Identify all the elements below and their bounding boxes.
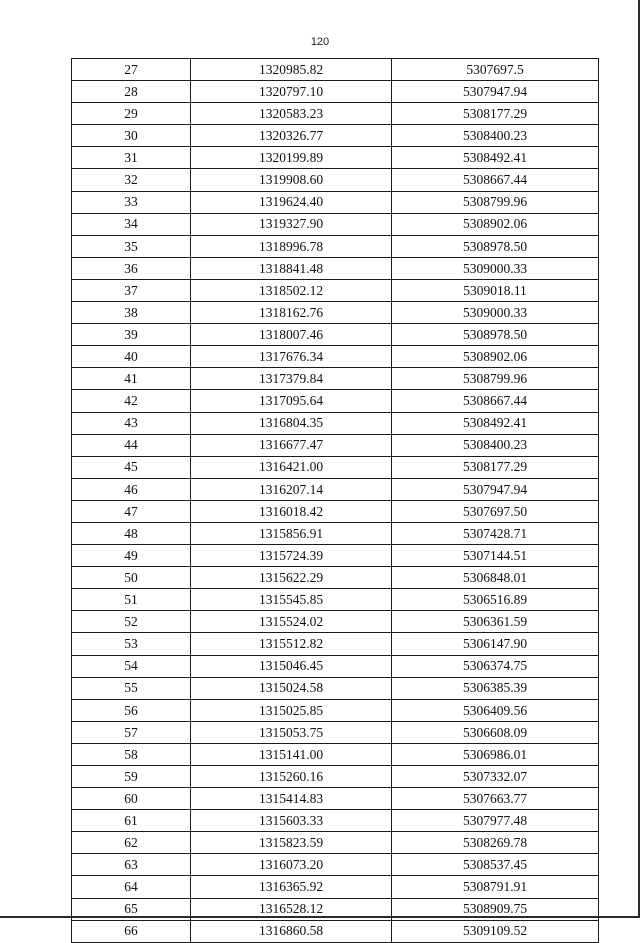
table-row [72, 611, 599, 633]
y-coordinate-cell: 5307428.71 [392, 522, 599, 544]
x-coordinate-cell: 1320326.77 [191, 125, 392, 147]
y-coordinate-cell: 5307977.48 [392, 810, 599, 832]
x-coordinate-cell: 1319327.90 [191, 213, 392, 235]
point-number-cell: 56 [72, 699, 191, 721]
table-row [72, 456, 599, 478]
table-row [72, 257, 599, 279]
table-row [72, 699, 599, 721]
y-coordinate-cell: 5306409.56 [392, 699, 599, 721]
y-coordinate-cell: 5308799.96 [392, 191, 599, 213]
y-coordinate-cell: 5307947.94 [392, 81, 599, 103]
table-row [72, 766, 599, 788]
table-row [72, 920, 599, 942]
point-number-cell: 54 [72, 655, 191, 677]
table-row [72, 125, 599, 147]
point-number-cell: 37 [72, 279, 191, 301]
y-coordinate-cell: 5308400.23 [392, 434, 599, 456]
table-row [72, 633, 599, 655]
point-number-cell: 28 [72, 81, 191, 103]
point-number-cell: 33 [72, 191, 191, 213]
x-coordinate-cell: 1318502.12 [191, 279, 392, 301]
y-coordinate-cell: 5308269.78 [392, 832, 599, 854]
x-coordinate-cell: 1320797.10 [191, 81, 392, 103]
x-coordinate-cell: 1315524.02 [191, 611, 392, 633]
point-number-cell: 32 [72, 169, 191, 191]
y-coordinate-cell: 5308799.96 [392, 368, 599, 390]
x-coordinate-cell: 1318007.46 [191, 324, 392, 346]
x-coordinate-cell: 1315053.75 [191, 721, 392, 743]
x-coordinate-cell: 1315024.58 [191, 677, 392, 699]
x-coordinate-cell: 1320199.89 [191, 147, 392, 169]
table-row [72, 655, 599, 677]
y-coordinate-cell: 5306147.90 [392, 633, 599, 655]
table-row [72, 788, 599, 810]
y-coordinate-cell: 5307697.5 [392, 59, 599, 81]
point-number-cell: 65 [72, 898, 191, 920]
point-number-cell: 44 [72, 434, 191, 456]
point-number-cell: 63 [72, 854, 191, 876]
point-number-cell: 55 [72, 677, 191, 699]
point-number-cell: 43 [72, 412, 191, 434]
x-coordinate-cell: 1315025.85 [191, 699, 392, 721]
y-coordinate-cell: 5308177.29 [392, 103, 599, 125]
table-row [72, 302, 599, 324]
x-coordinate-cell: 1317095.64 [191, 390, 392, 412]
point-number-cell: 45 [72, 456, 191, 478]
x-coordinate-cell: 1315856.91 [191, 522, 392, 544]
point-number-cell: 53 [72, 633, 191, 655]
x-coordinate-cell: 1315622.29 [191, 567, 392, 589]
y-coordinate-cell: 5307144.51 [392, 545, 599, 567]
y-coordinate-cell: 5306516.89 [392, 589, 599, 611]
y-coordinate-cell: 5308492.41 [392, 147, 599, 169]
x-coordinate-cell: 1316207.14 [191, 478, 392, 500]
table-row [72, 412, 599, 434]
point-number-cell: 47 [72, 500, 191, 522]
point-number-cell: 42 [72, 390, 191, 412]
point-number-cell: 41 [72, 368, 191, 390]
point-number-cell: 38 [72, 302, 191, 324]
y-coordinate-cell: 5308667.44 [392, 390, 599, 412]
y-coordinate-cell: 5308902.06 [392, 213, 599, 235]
table-row [72, 103, 599, 125]
coordinates-table-body [72, 59, 599, 943]
y-coordinate-cell: 5307697.50 [392, 500, 599, 522]
point-number-cell: 52 [72, 611, 191, 633]
x-coordinate-cell: 1320583.23 [191, 103, 392, 125]
x-coordinate-cell: 1315414.83 [191, 788, 392, 810]
y-coordinate-cell: 5308537.45 [392, 854, 599, 876]
x-coordinate-cell: 1316677.47 [191, 434, 392, 456]
table-row [72, 567, 599, 589]
table-row [72, 59, 599, 81]
table-row [72, 500, 599, 522]
x-coordinate-cell: 1316365.92 [191, 876, 392, 898]
point-number-cell: 59 [72, 766, 191, 788]
table-row [72, 721, 599, 743]
point-number-cell: 48 [72, 522, 191, 544]
y-coordinate-cell: 5308978.50 [392, 235, 599, 257]
point-number-cell: 62 [72, 832, 191, 854]
point-number-cell: 36 [72, 257, 191, 279]
table-row [72, 390, 599, 412]
coordinates-table [71, 58, 599, 943]
table-row [72, 876, 599, 898]
point-number-cell: 66 [72, 920, 191, 942]
y-coordinate-cell: 5308902.06 [392, 346, 599, 368]
point-number-cell: 50 [72, 567, 191, 589]
x-coordinate-cell: 1317676.34 [191, 346, 392, 368]
x-coordinate-cell: 1315512.82 [191, 633, 392, 655]
y-coordinate-cell: 5308791.91 [392, 876, 599, 898]
x-coordinate-cell: 1319624.40 [191, 191, 392, 213]
y-coordinate-cell: 5309000.33 [392, 302, 599, 324]
table-row [72, 81, 599, 103]
point-number-cell: 27 [72, 59, 191, 81]
y-coordinate-cell: 5306385.39 [392, 677, 599, 699]
y-coordinate-cell: 5309018.11 [392, 279, 599, 301]
table-row [72, 279, 599, 301]
y-coordinate-cell: 5308909.75 [392, 898, 599, 920]
point-number-cell: 61 [72, 810, 191, 832]
x-coordinate-cell: 1317379.84 [191, 368, 392, 390]
point-number-cell: 60 [72, 788, 191, 810]
x-coordinate-cell: 1318841.48 [191, 257, 392, 279]
table-row [72, 478, 599, 500]
table-row [72, 191, 599, 213]
table-row [72, 810, 599, 832]
x-coordinate-cell: 1318162.76 [191, 302, 392, 324]
point-number-cell: 29 [72, 103, 191, 125]
table-row [72, 589, 599, 611]
x-coordinate-cell: 1315603.33 [191, 810, 392, 832]
y-coordinate-cell: 5309000.33 [392, 257, 599, 279]
x-coordinate-cell: 1316860.58 [191, 920, 392, 942]
point-number-cell: 35 [72, 235, 191, 257]
y-coordinate-cell: 5306608.09 [392, 721, 599, 743]
table-row [72, 522, 599, 544]
x-coordinate-cell: 1316421.00 [191, 456, 392, 478]
y-coordinate-cell: 5307947.94 [392, 478, 599, 500]
table-row [72, 235, 599, 257]
table-row [72, 346, 599, 368]
x-coordinate-cell: 1315260.16 [191, 766, 392, 788]
point-number-cell: 31 [72, 147, 191, 169]
x-coordinate-cell: 1316528.12 [191, 898, 392, 920]
x-coordinate-cell: 1315046.45 [191, 655, 392, 677]
y-coordinate-cell: 5309109.52 [392, 920, 599, 942]
table-row [72, 434, 599, 456]
y-coordinate-cell: 5306986.01 [392, 743, 599, 765]
point-number-cell: 39 [72, 324, 191, 346]
x-coordinate-cell: 1319908.60 [191, 169, 392, 191]
table-row [72, 677, 599, 699]
point-number-cell: 34 [72, 213, 191, 235]
y-coordinate-cell: 5308667.44 [392, 169, 599, 191]
table-row [72, 545, 599, 567]
point-number-cell: 64 [72, 876, 191, 898]
y-coordinate-cell: 5307663.77 [392, 788, 599, 810]
table-row [72, 854, 599, 876]
x-coordinate-cell: 1318996.78 [191, 235, 392, 257]
y-coordinate-cell: 5307332.07 [392, 766, 599, 788]
y-coordinate-cell: 5306848.01 [392, 567, 599, 589]
point-number-cell: 49 [72, 545, 191, 567]
y-coordinate-cell: 5308978.50 [392, 324, 599, 346]
point-number-cell: 51 [72, 589, 191, 611]
x-coordinate-cell: 1320985.82 [191, 59, 392, 81]
x-coordinate-cell: 1315141.00 [191, 743, 392, 765]
y-coordinate-cell: 5308177.29 [392, 456, 599, 478]
y-coordinate-cell: 5306374.75 [392, 655, 599, 677]
x-coordinate-cell: 1316018.42 [191, 500, 392, 522]
x-coordinate-cell: 1316804.35 [191, 412, 392, 434]
point-number-cell: 30 [72, 125, 191, 147]
table-row [72, 213, 599, 235]
x-coordinate-cell: 1315724.39 [191, 545, 392, 567]
y-coordinate-cell: 5308400.23 [392, 125, 599, 147]
table-row [72, 169, 599, 191]
y-coordinate-cell: 5308492.41 [392, 412, 599, 434]
table-row [72, 368, 599, 390]
x-coordinate-cell: 1316073.20 [191, 854, 392, 876]
table-row [72, 324, 599, 346]
table-row [72, 743, 599, 765]
table-row [72, 147, 599, 169]
point-number-cell: 46 [72, 478, 191, 500]
point-number-cell: 40 [72, 346, 191, 368]
y-coordinate-cell: 5306361.59 [392, 611, 599, 633]
table-row [72, 832, 599, 854]
point-number-cell: 57 [72, 721, 191, 743]
page-number: 120 [310, 36, 330, 48]
x-coordinate-cell: 1315823.59 [191, 832, 392, 854]
x-coordinate-cell: 1315545.85 [191, 589, 392, 611]
point-number-cell: 58 [72, 743, 191, 765]
